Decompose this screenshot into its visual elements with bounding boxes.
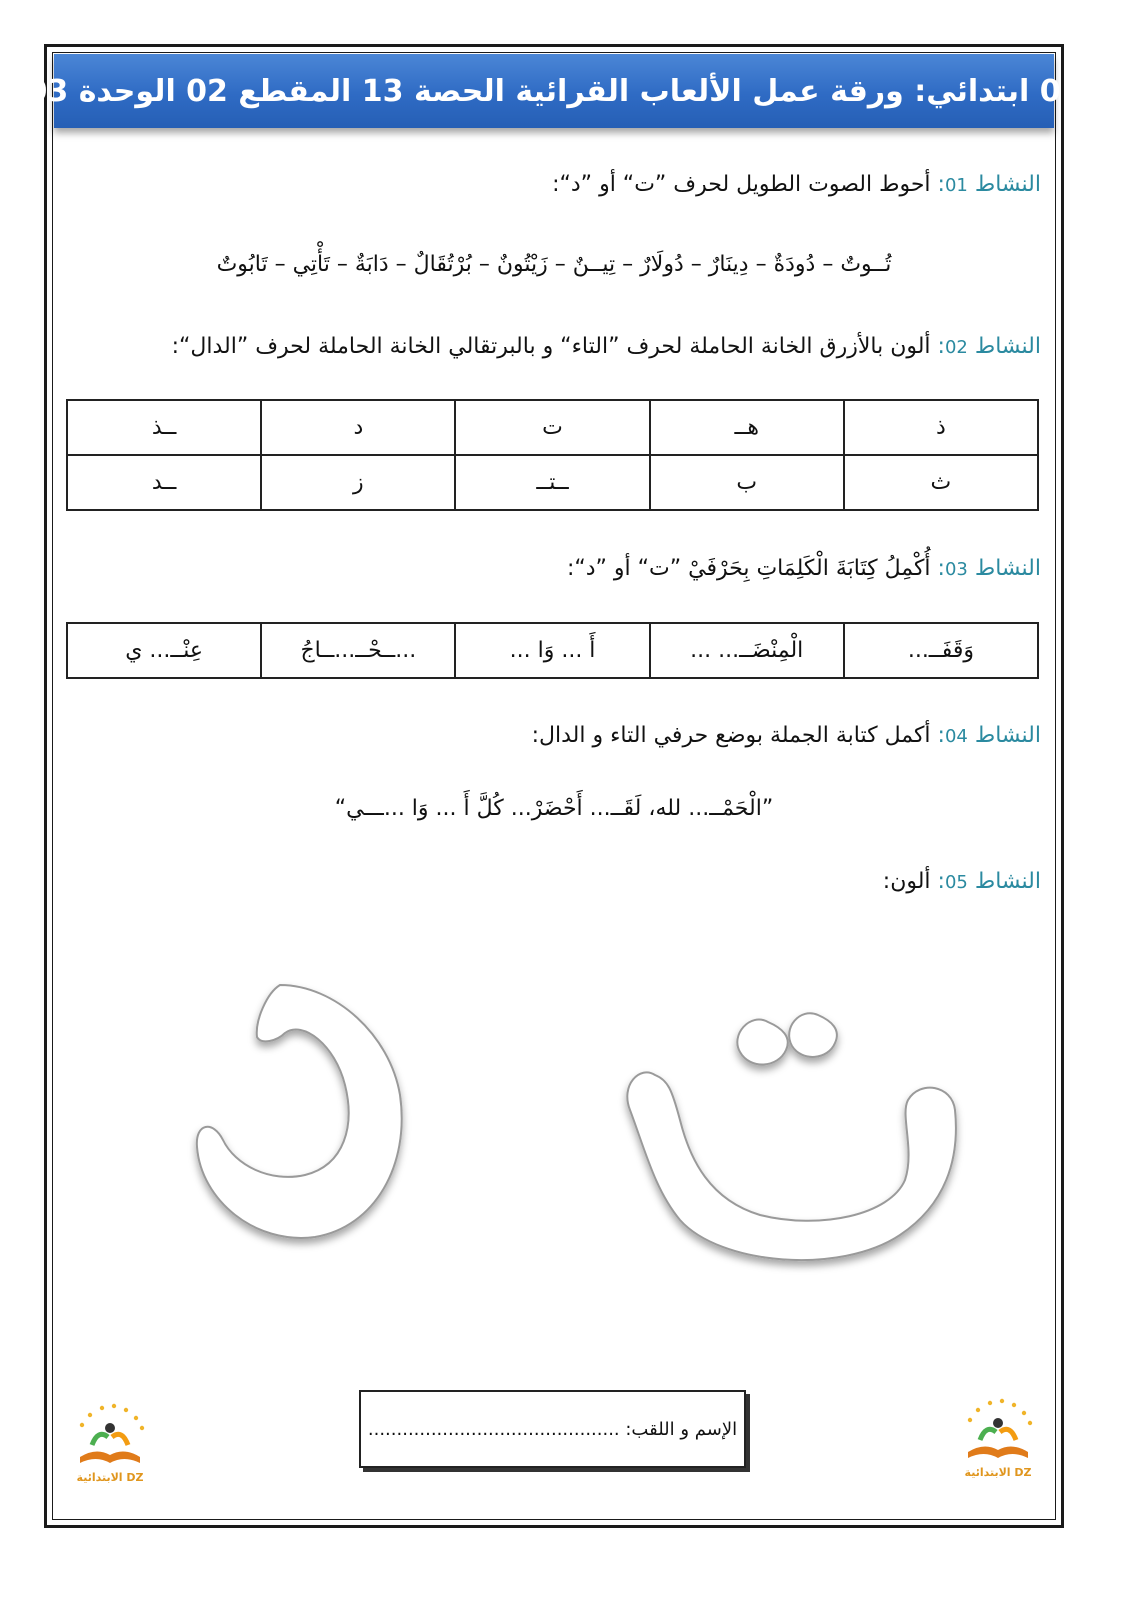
letter-cell[interactable]: ــتــ <box>455 455 649 510</box>
letter-cell[interactable]: ذ <box>844 400 1038 455</box>
logo-caption: الابتدائية DZ <box>76 1471 144 1484</box>
word-cell[interactable]: وَقَفَــ... <box>844 623 1038 678</box>
activity-number: 02 <box>944 337 968 358</box>
table-row <box>67 623 1038 678</box>
letter-cell[interactable]: هــ <box>650 400 844 455</box>
letter-cell[interactable]: ث <box>844 455 1038 510</box>
student-name-field[interactable] <box>359 1390 746 1468</box>
activity-label: النشاط <box>974 334 1041 359</box>
activity-04-heading: النشاط 04: أكمل كتابة الجملة بوضع حرفي التاء و الدال: <box>531 723 1041 748</box>
letter-cell[interactable]: ب <box>650 455 844 510</box>
word-cell[interactable]: عِنْــ... ي <box>67 623 261 678</box>
activity-instruction: ألون: <box>882 869 931 894</box>
activity-instruction: ألون بالأزرق الخانة الحاملة لحرف ”التاء“ و بالبرتقالي الخانة الحاملة لحرف ”الدال“: <box>171 334 931 359</box>
word-completion-table <box>66 622 1039 679</box>
activity-03-heading: النشاط 03: أُكْمِلُ كِتَابَةَ الْكَلِمَاتِ بِحَرْفَيْ ”ت“ أو ”د“: <box>566 556 1041 581</box>
activity-label: النشاط <box>974 723 1041 748</box>
school-logo-left <box>62 1395 158 1491</box>
activity-number: 05 <box>944 872 968 893</box>
activity-02-heading: النشاط 02: ألون بالأزرق الخانة الحاملة لحرف ”التاء“ و بالبرتقالي الخانة الحاملة لحرف ”الدال“: <box>171 334 1041 359</box>
letter-cell[interactable]: ز <box>261 455 455 510</box>
table-row <box>67 455 1038 510</box>
activity-number: 01 <box>944 175 968 196</box>
letter-cell[interactable]: ت <box>455 400 649 455</box>
school-logo-right <box>950 1390 1046 1486</box>
activity-label: النشاط <box>974 869 1041 894</box>
word-cell[interactable]: أَ ... وَا ... <box>455 623 649 678</box>
activity-instruction: أُكْمِلُ كِتَابَةَ الْكَلِمَاتِ بِحَرْفَيْ ”ت“ أو ”د“: <box>566 556 931 581</box>
activity-label: النشاط <box>974 172 1041 197</box>
letter-cell[interactable]: ــد <box>67 455 261 510</box>
letter-ta-outline[interactable] <box>560 990 980 1290</box>
logo-caption: الابتدائية DZ <box>964 1466 1032 1479</box>
activity-instruction: أحوط الصوت الطويل لحرف ”ت“ أو ”د“: <box>552 172 931 197</box>
word-cell[interactable]: ...ــحْــ...ــاجُ <box>261 623 455 678</box>
activity-01-heading: النشاط 01: أحوط الصوت الطويل لحرف ”ت“ أو ”د“: <box>552 172 1041 197</box>
activity-label: النشاط <box>974 556 1041 581</box>
title-banner <box>26 54 1082 128</box>
letter-cell[interactable]: ــذ <box>67 400 261 455</box>
page-title: 01 ابتدائي: ورقة عمل الألعاب القرائية الحصة 13 المقطع 02 الوحدة 03 <box>26 73 1082 109</box>
activity-number: 03 <box>944 559 968 580</box>
activity-number: 04 <box>944 726 968 747</box>
activity-01-word-list: تُــوتٌ – دُودَةٌ – دِينَارٌ – دُولَارٌ – تِيــنٌ – زَيْتُونٌ – بُرْتُقَالٌ – دَابَةٌ – تَأْتِي – تَابُوتٌ <box>216 252 892 277</box>
activity-instruction: أكمل كتابة الجملة بوضع حرفي التاء و الدال: <box>531 723 931 748</box>
letter-dal-outline[interactable] <box>185 975 445 1285</box>
letter-color-table <box>66 399 1039 511</box>
activity-04-sentence: ”الْحَمْــ... لله، لَقَــ... أَحْضَرْ... كُلَّ أَ ... وَا ...ـــي“ <box>334 796 774 821</box>
table-row <box>67 400 1038 455</box>
name-field-label: الإسم و اللقب: ............................................ <box>367 1418 738 1440</box>
activity-05-heading: النشاط 05: ألون: <box>882 869 1041 894</box>
letter-cell[interactable]: د <box>261 400 455 455</box>
word-cell[interactable]: الْمِنْضَــ... ... <box>650 623 844 678</box>
